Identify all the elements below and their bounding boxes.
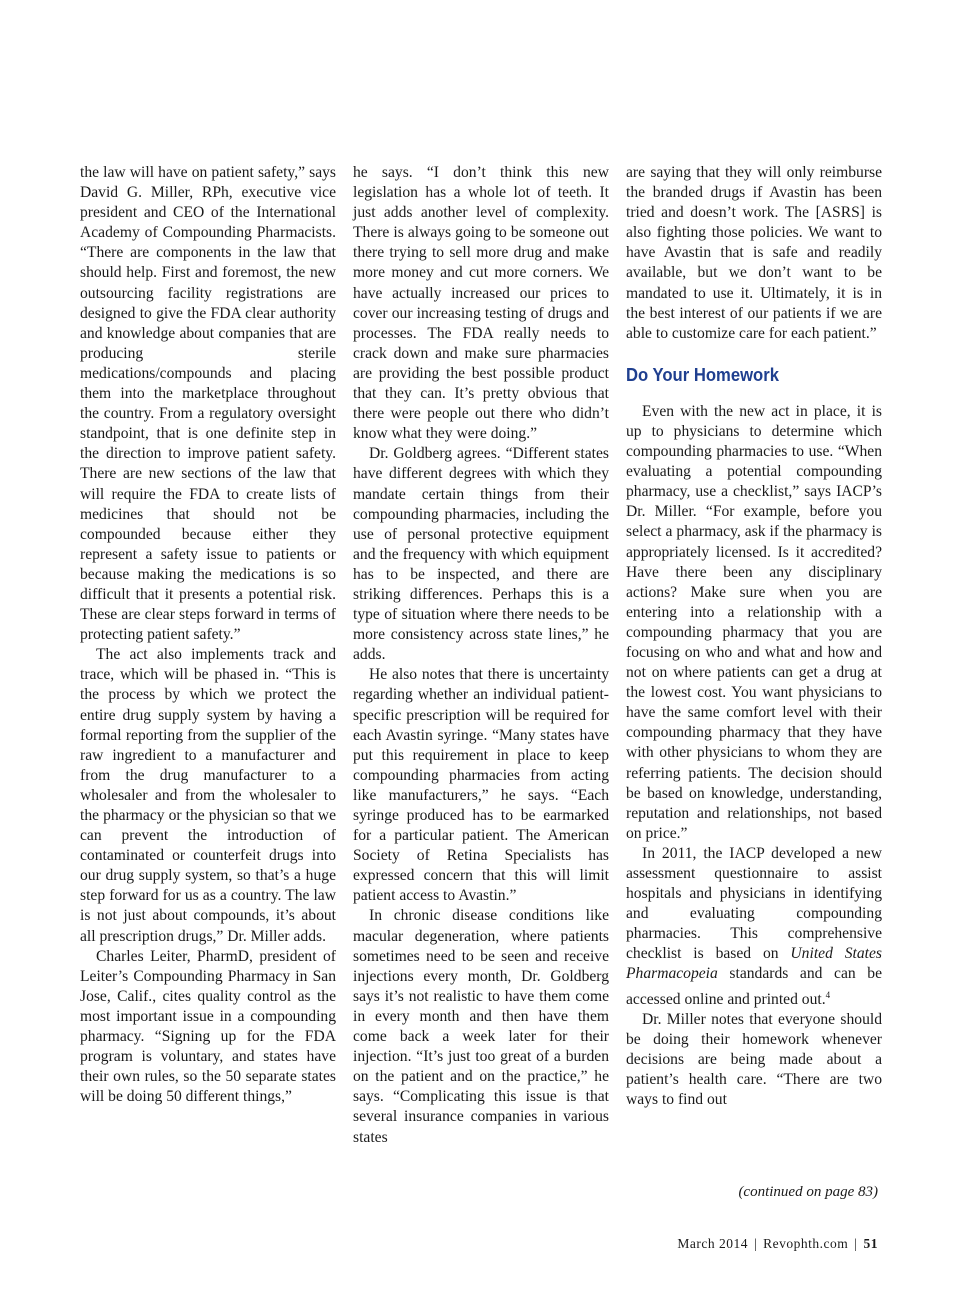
- paragraph: the law will have on patient safety,” says David G. Miller, RPh, executive vice president and CEO of the International Academy of Compounding Pharmacists. “There are components in the law that should help. First and foremost, the new outsourcing facility registrations are designed to give the FDA clear authority and knowledge about companies that are producing sterile medications/compounds and placing them into the marketplace throughout the country. From a regulatory oversight standpoint, that is one definite step in the direction to improve patient safety. There are new sections of the law that will require the FDA to create lists of medicines that should not be compounded because either they represent a safety issue to patients or because making the medications is so difficult that it presents a potential risk. These are clear steps forward in terms of protecting patient safety.”: [80, 164, 336, 644]
- paragraph: Even with the new act in place, it is up to physicians to determine which compounding pharmacies to use. “When evaluating a potential compounding pharmacy, use a checklist,” says IACP’s Dr. Miller. “For example, before you select a pharmacy, ask if the pharmacy is appropriately licensed. Is it accredited? Have there been any disciplinary actions? Make sure when you are entering into a relationship with a compounding pharmacy that you are focusing on who and what and how and not on where patients can get a drug at the lowest cost. You want physicians to have the same comfort level with their compounding pharmacy that they have with other physicians to whom they are referring patients. The decision should be based on knowledge, understanding, reputation and relationships, not based on price.”: [626, 402, 882, 842]
- paragraph: He also notes that there is uncertainty regarding whether an individual patient-specific prescription will be required for each Avastin syringe. “Many states have put this requirement in place to keep compounding pharmacies from acting like manufacturers,” he says. “Each syringe produced has to be earmarked for a particular patient. The American Society of Retina Specialists has expressed concern that this will limit patient access to Avastin.”: [353, 666, 609, 905]
- reference-number: 4: [825, 989, 831, 1000]
- paragraph: are saying that they will only reimburse the branded drugs if Avastin has been tried and doesn’t work. The [ASRS] is also fighting those policies. We want to have Avastin that is safe and readily available, but we don’t want to be mandated to use it. Ultimately, it is in the best interest of our patients if we are able to customize care for each patient.”: [626, 164, 882, 342]
- paragraph: Charles Leiter, PharmD, president of Leiter’s Compounding Pharmacy in San Jose, Calif., cites quality control as the most important issue in a compounding pharmacy. “Signing up for the FDA program is voluntary, and states have their own rules, so the 50 separate states will be doing 50 different things,”: [80, 947, 336, 1106]
- text-run: In 2011, the IACP developed a new assessment questionnaire to assist hospitals and physicians in identifying and evaluating compounding pharmacies. This comprehensive checklist is based on: [626, 844, 882, 963]
- page-footer: [677, 1236, 878, 1252]
- page-number: 51: [863, 1236, 878, 1251]
- section-heading: Do Your Homework: [626, 363, 779, 385]
- paragraph: The act also implements track and trace, which will be phased in. “This is the process by which we protect the entire drug supply system by having a formal reporting from the supplier of the raw ingredient to a manufacturer and from the drug manufacturer to a wholesaler and from the wholesaler to the pharmacy or the physician so that we can prevent the introduction of contaminated or counterfeit drugs into our drug supply system, so that’s a huge step forward for us as a country. The law is not just about compounds, it’s about all prescription drugs,” Dr. Miller adds.: [80, 646, 336, 945]
- italic-title: United States Pharmacopeia: [626, 945, 882, 983]
- text-run: standards and can be accessed online and printed out.: [626, 965, 882, 1008]
- column-2: [353, 163, 609, 1148]
- column-3: [626, 163, 882, 1110]
- continued-note: (continued on page 83): [738, 1184, 878, 1200]
- website: Revophth.com: [763, 1236, 849, 1251]
- paragraph: Dr. Miller notes that everyone should be doing their homework whenever decisions are being made about a patient’s health care. “There are two ways to find out: [626, 1010, 882, 1109]
- column-1: [80, 163, 336, 1107]
- paragraph: Dr. Goldberg agrees. “Different states have different degrees with which they mandate certain things from their compounding pharmacies, including the use of personal protective equipment and the frequency with which equipment has to be inspected, and there are striking differences. Perhaps this is a type of situation where there needs to be more consistency across state lines,” he adds.: [353, 445, 609, 664]
- separator: |: [753, 1236, 758, 1251]
- separator: |: [854, 1236, 858, 1251]
- issue-date: March 2014: [677, 1236, 748, 1251]
- paragraph: [626, 844, 882, 1010]
- paragraph: In chronic disease conditions like macular degeneration, where patients sometimes need to be seen and receive injections every month, Dr. Goldberg says it’s not realistic to have them come in every month and then have them come back a week later for their injection. “It’s just too great of a burden on the patient and on the practice,” he says. “Complicating this issue is that several insurance companies in various states: [353, 907, 609, 1146]
- paragraph: he says. “I don’t think this new legislation has a whole lot of teeth. It just adds another level of complexity. There is always going to be someone out there trying to sell more drug and make more money and cut more corners. We have actually increased our prices to cover our increasing testing of drugs and processes. The FDA really needs to crack down and make sure pharmacies are providing the best possible product that they can. It’s pretty obvious that there were people out there who didn’t know what they were doing.”: [353, 164, 609, 443]
